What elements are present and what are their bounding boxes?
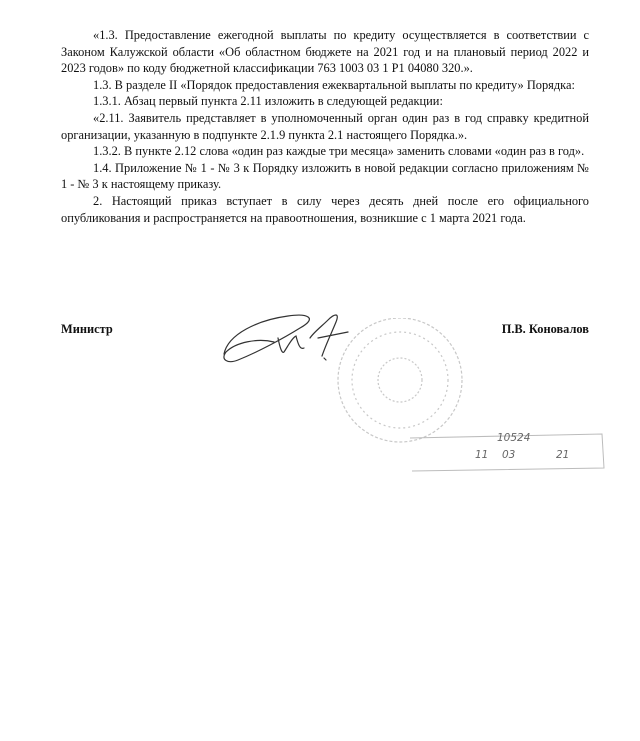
paragraph-2-effective-date: 2. Настоящий приказ вступает в силу через десять дней после его официального опубликования и распространяется на правоотношения, возникшие с 1 марта 2021 года. bbox=[61, 193, 589, 225]
stamp-date-year: 21 bbox=[556, 449, 570, 461]
signatory-name: П.В. Коновалов bbox=[501, 322, 589, 336]
paragraph-1-3-section-ii: 1.3. В разделе II «Порядок предоставления ежеквартальной выплаты по кредиту» Порядка: bbox=[93, 77, 575, 92]
signature-block bbox=[61, 322, 589, 342]
paragraph-1-3-payment-code: «1.3. Предоставление ежегодной выплаты по кредиту осуществляется в соответствии с Законом Калужской области «Об областном бюджете на 2021 год и на плановый период 2022 и 2023 годов» по коду бюджетной классификации 763 1003 03 1 Р1 04080 320.». bbox=[61, 28, 589, 76]
stamp-registration-number: 10524 bbox=[497, 432, 531, 444]
signatory-position: Министр bbox=[61, 322, 113, 336]
paragraph-1-3-1: 1.3.1. Абзац первый пункта 2.11 изложить в следующей редакции: bbox=[93, 94, 443, 109]
document-body bbox=[61, 27, 589, 226]
paragraph-1-3-2: 1.3.2. В пункте 2.12 слова «один раз каждые три месяца» заменить словами «один раз в год». bbox=[93, 144, 585, 159]
paragraph-1-4: 1.4. Приложение № 1 - № 3 к Порядку изложить в новой редакции согласно приложениям № 1 - № 3 к настоящему приказу. bbox=[61, 160, 589, 192]
stamp-date-day: 11 bbox=[475, 449, 489, 461]
stamp-date-month: 03 bbox=[502, 449, 516, 461]
paragraph-2-11-quote: «2.11. Заявитель представляет в уполномоченный орган один раз в год справку кредитной организации, указанную в подпункте 2.1.9 пункта 2.1 настоящего Порядка.». bbox=[61, 110, 589, 142]
